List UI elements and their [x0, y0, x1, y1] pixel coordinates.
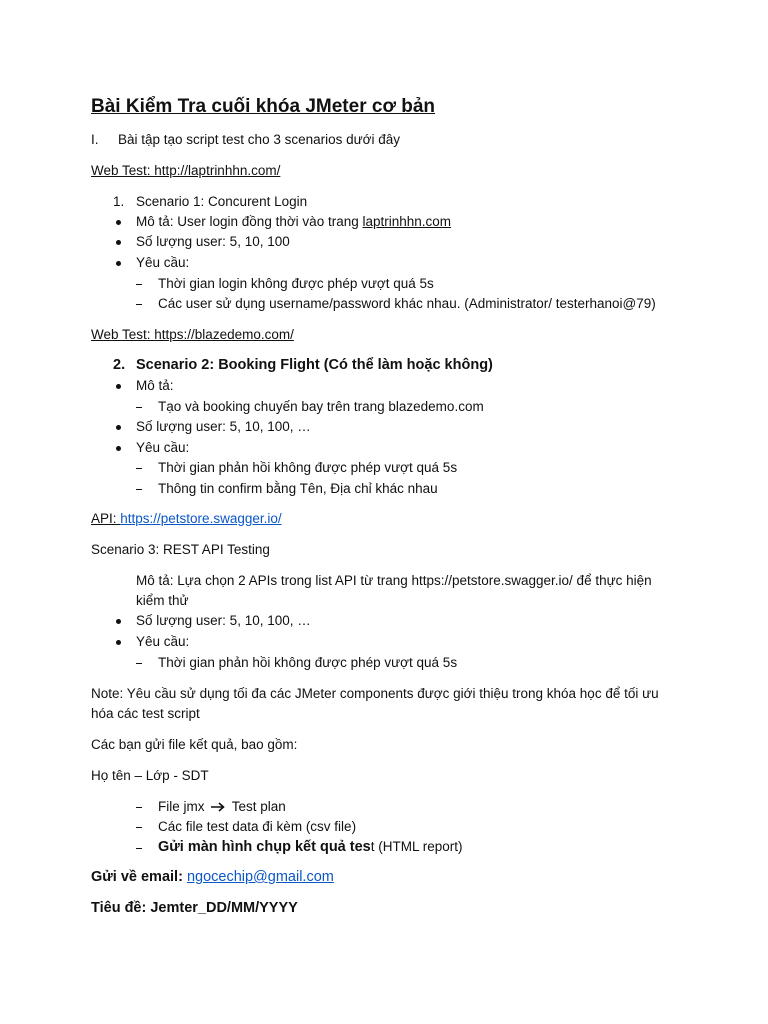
- dash-icon: [136, 848, 142, 849]
- dash-icon: [136, 663, 142, 664]
- bullet-icon: [116, 384, 121, 389]
- name-line: Họ tên – Lớp - SDT: [91, 768, 209, 783]
- scenario1-users: Số lượng user: 5, 10, 100: [136, 234, 290, 249]
- api-label: API:: [91, 511, 121, 526]
- file-jmx-target: Test plan: [231, 799, 286, 814]
- scenario3-req-item: Thời gian phản hồi không được phép vượt quá 5s: [158, 655, 458, 670]
- scenario2-title: Scenario 2: Booking Flight (Có thể làm hoặc không): [136, 357, 493, 373]
- bullet-icon: [116, 261, 121, 266]
- dash-icon: [136, 304, 142, 305]
- file-report-bold: Gửi màn hình chụp kết quả tes: [158, 839, 371, 855]
- scenario1-req-item: Các user sử dụng username/password khác nhau. (Administrator/ testerhanoi@79): [158, 296, 656, 311]
- file-report-item: [158, 838, 463, 856]
- scenario3-desc-line1: Mô tả: Lựa chọn 2 APIs trong list API từ trang https://petstore.swagger.io/ để thực hiện: [136, 573, 652, 588]
- scenario1-number: 1.: [113, 194, 125, 209]
- document-title: Bài Kiểm Tra cuối khóa JMeter cơ bản: [91, 96, 436, 117]
- scenario2-desc-label: Mô tả:: [136, 378, 174, 393]
- api-line: [91, 510, 282, 528]
- email-label: Gửi về email:: [91, 869, 187, 885]
- scenario1-req-label: Yêu cầu:: [136, 255, 190, 270]
- dash-icon: [136, 807, 142, 808]
- bullet-icon: [116, 425, 121, 430]
- bullet-icon: [116, 240, 121, 245]
- bullet-icon: [116, 640, 121, 645]
- api-link[interactable]: https://petstore.swagger.io/: [120, 511, 282, 526]
- web-test-1: Web Test: http://laptrinhhn.com/: [91, 163, 281, 178]
- scenario1-title: Scenario 1: Concurent Login: [136, 194, 308, 209]
- dash-icon: [136, 407, 142, 408]
- scenario3-users: Số lượng user: 5, 10, 100, …: [136, 613, 311, 628]
- file-jmx-text: File jmx: [158, 799, 205, 814]
- scenario2-req-item: Thời gian phản hồi không được phép vượt quá 5s: [158, 460, 458, 475]
- scenario2-users: Số lượng user: 5, 10, 100, …: [136, 419, 311, 434]
- scenario3-req-label: Yêu cầu:: [136, 634, 190, 649]
- dash-icon: [136, 827, 142, 828]
- file-jmx-item: [158, 798, 286, 816]
- email-line: [91, 868, 334, 886]
- arrow-right-icon: [210, 801, 226, 813]
- note-line1: Note: Yêu cầu sử dụng tối đa các JMeter components được giới thiệu trong khóa học để tối ưu: [91, 686, 659, 701]
- scenario2-req-label: Yêu cầu:: [136, 440, 190, 455]
- subject-line: Tiêu đề: Jemter_DD/MM/YYYY: [91, 900, 298, 916]
- scenario2-desc-item: Tạo và booking chuyến bay trên trang blazedemo.com: [158, 399, 484, 414]
- section-marker: I.: [91, 132, 99, 147]
- section-heading: Bài tập tạo script test cho 3 scenarios dưới đây: [118, 132, 401, 147]
- dash-icon: [136, 489, 142, 490]
- submit-intro: Các bạn gửi file kết quả, bao gồm:: [91, 737, 298, 752]
- bullet-icon: [116, 446, 121, 451]
- bullet-icon: [116, 220, 121, 225]
- scenario3-title: Scenario 3: REST API Testing: [91, 542, 270, 557]
- note-line2: hóa các test script: [91, 706, 200, 721]
- scenario3-desc-line2: kiểm thử: [136, 593, 189, 608]
- file-csv-item: Các file test data đi kèm (csv file): [158, 819, 357, 834]
- scenario1-desc: [136, 213, 451, 231]
- scenario2-req-item: Thông tin confirm bằng Tên, Địa chỉ khác nhau: [158, 481, 438, 496]
- file-report-rest: t (HTML report): [370, 839, 463, 854]
- dash-icon: [136, 468, 142, 469]
- scenario1-req-item: Thời gian login không được phép vượt quá 5s: [158, 276, 434, 291]
- bullet-icon: [116, 619, 121, 624]
- scenario1-desc-link[interactable]: laptrinhhn.com: [362, 214, 452, 229]
- web-test-2: Web Test: https://blazedemo.com/: [91, 327, 294, 342]
- dash-icon: [136, 284, 142, 285]
- scenario2-number: 2.: [113, 357, 126, 373]
- scenario1-desc-text: Mô tả: User login đồng thời vào trang: [136, 214, 363, 229]
- email-link[interactable]: ngocechip@gmail.com: [186, 869, 334, 885]
